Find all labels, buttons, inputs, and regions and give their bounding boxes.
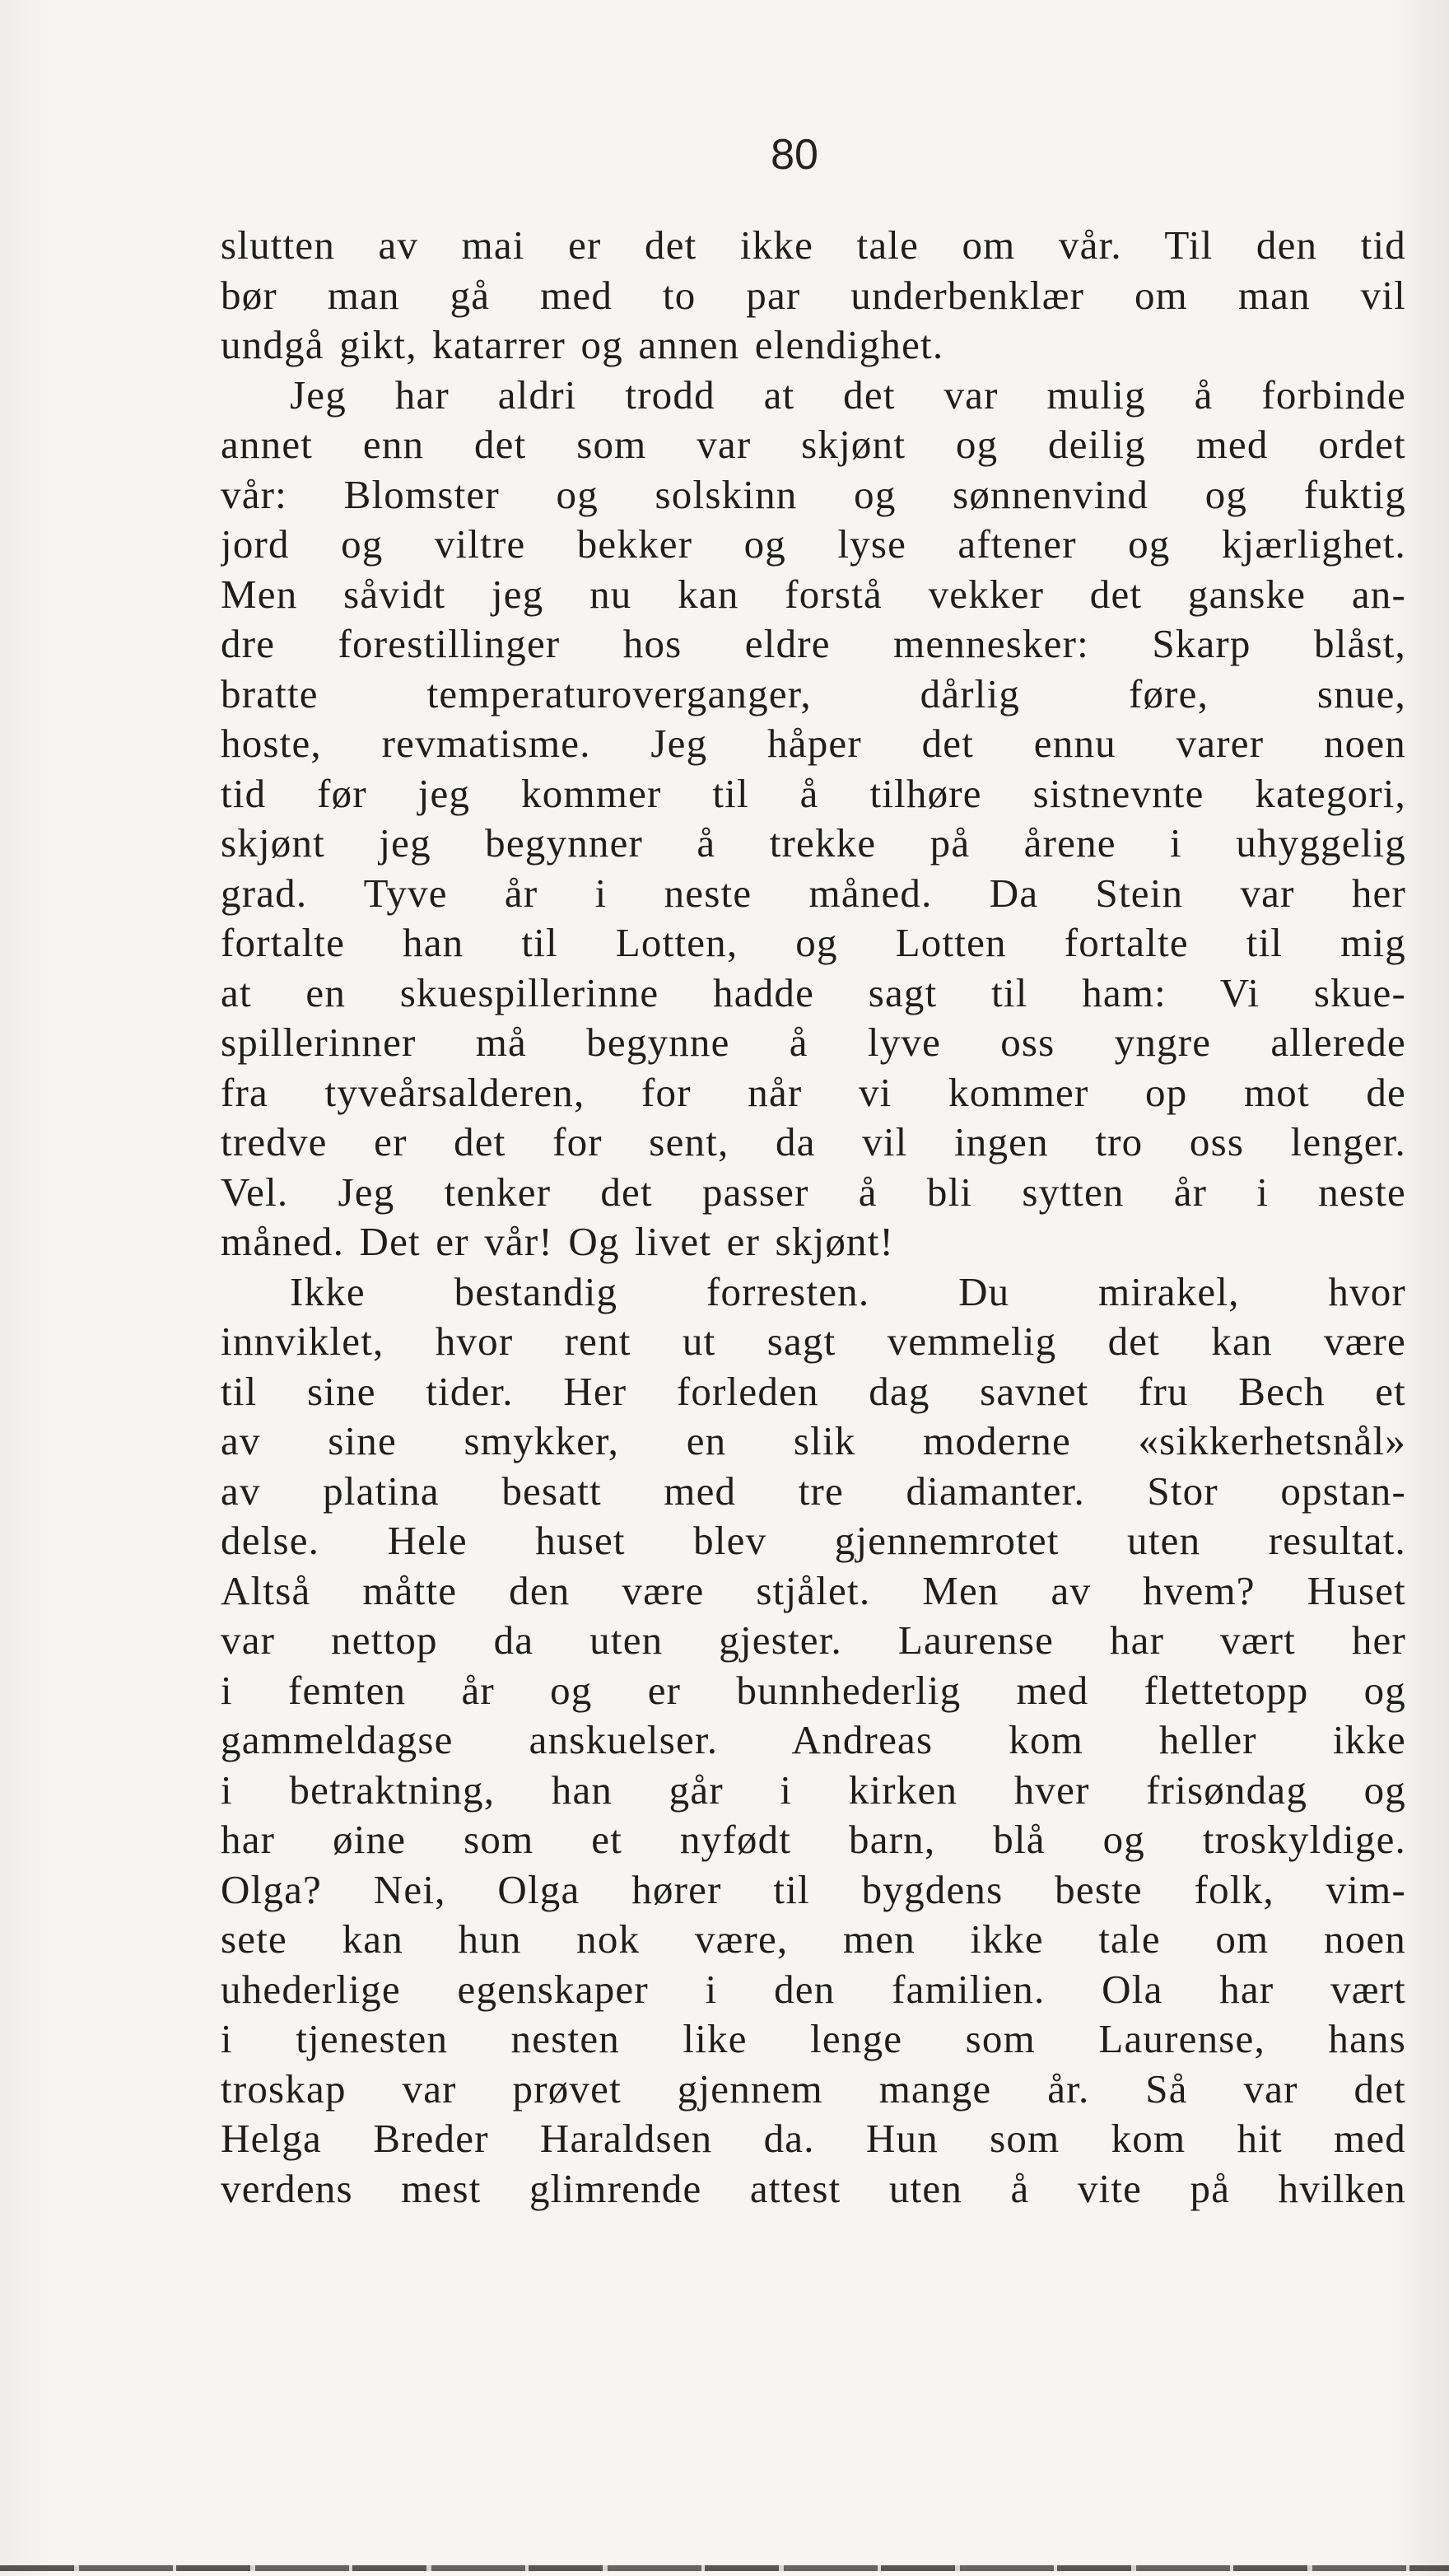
text-line: i tjenesten nesten like lenge som Laurense, hans — [221, 2016, 1406, 2061]
text-line: grad. Tyve år i neste måned. Da Stein var her — [221, 870, 1406, 916]
paragraph-first-line: Ikke bestandig forresten. Du mirakel, hvor — [290, 1268, 1406, 1314]
text-line: jord og viltre bekker og lyse aftener og kjærlighet. — [221, 521, 1406, 567]
text-line: Olga? Nei, Olga hører til bygdens beste folk, vim- — [221, 1866, 1406, 1912]
text-line: i femten år og er bunnhederlig med flettetopp og — [221, 1667, 1406, 1713]
text-line: måned. Det er vår! Og livet er skjønt! — [221, 1219, 895, 1264]
body-text — [221, 221, 1406, 2214]
text-line: sete kan hun nok være, men ikke tale om noen — [221, 1916, 1406, 1962]
text-line: fra tyveårsalderen, for når vi kommer op mot de — [221, 1069, 1406, 1115]
bottom-edge-rule — [0, 2565, 1449, 2571]
text-line: har øine som et nyfødt barn, blå og troskyldige. — [221, 1817, 1406, 1862]
text-line: innviklet, hvor rent ut sagt vemmelig det kan være — [221, 1318, 1406, 1364]
text-line: til sine tider. Her forleden dag savnet fru Bech et — [221, 1368, 1406, 1414]
text-line: Helga Breder Haraldsen da. Hun som kom hit med — [221, 2116, 1406, 2161]
text-line: tredve er det for sent, da vil ingen tro oss lenger. — [221, 1119, 1406, 1164]
text-line: bør man gå med to par underbenklær om man vil — [221, 272, 1406, 318]
text-line: at en skuespillerinne hadde sagt til ham: Vi skue- — [221, 969, 1406, 1015]
text-line: vår: Blomster og solskinn og sønnenvind og fuktig — [221, 471, 1406, 517]
paragraph-first-line: Jeg har aldri trodd at det var mulig å forbinde — [290, 371, 1406, 418]
text-line: annet enn det som var skjønt og deilig med ordet — [221, 422, 1406, 467]
text-line: i betraktning, han går i kirken hver frisøndag og — [221, 1766, 1406, 1813]
text-line: av sine smykker, en slik moderne «sikkerhetsnål» — [221, 1418, 1406, 1463]
text-line: slutten av mai er det ikke tale om vår. Til den tid — [221, 222, 1406, 268]
page-number: 80 — [771, 131, 818, 179]
text-line: var nettop da uten gjester. Laurense har vært her — [221, 1617, 1406, 1663]
text-line: delse. Hele huset blev gjennemrotet uten resultat. — [221, 1518, 1406, 1563]
text-line: spillerinner må begynne å lyve oss yngre allerede — [221, 1020, 1406, 1065]
text-line: gammeldagse anskuelser. Andreas kom heller ikke — [221, 1717, 1406, 1762]
text-line: Vel. Jeg tenker det passer å bli sytten år i neste — [221, 1169, 1406, 1215]
text-line: fortalte han til Lotten, og Lotten fortalte til mig — [221, 920, 1406, 965]
text-line: Altså måtte den være stjålet. Men av hvem? Huset — [221, 1567, 1406, 1613]
text-line: dre forestillinger hos eldre mennesker: Skarp blåst, — [221, 621, 1406, 666]
text-line: undgå gikt, katarrer og annen elendighet. — [221, 322, 944, 367]
text-line: av platina besatt med tre diamanter. Stor opstan- — [221, 1468, 1406, 1514]
text-line: verdens mest glimrende attest uten å vite på hvilken — [221, 2165, 1406, 2211]
text-line: skjønt jeg begynner å trekke på årene i uhyggelig — [221, 820, 1406, 866]
text-line: hoste, revmatisme. Jeg håper det ennu varer noen — [221, 721, 1406, 766]
text-line: uhederlige egenskaper i den familien. Ola har vært — [221, 1966, 1406, 2012]
text-line: tid før jeg kommer til å tilhøre sistnevnte kategori, — [221, 770, 1406, 816]
text-line: Men såvidt jeg nu kan forstå vekker det ganske an- — [221, 571, 1406, 617]
text-line: troskap var prøvet gjennem mange år. Så var det — [221, 2065, 1406, 2112]
text-line: bratte temperaturoverganger, dårlig føre, snue, — [221, 670, 1406, 716]
